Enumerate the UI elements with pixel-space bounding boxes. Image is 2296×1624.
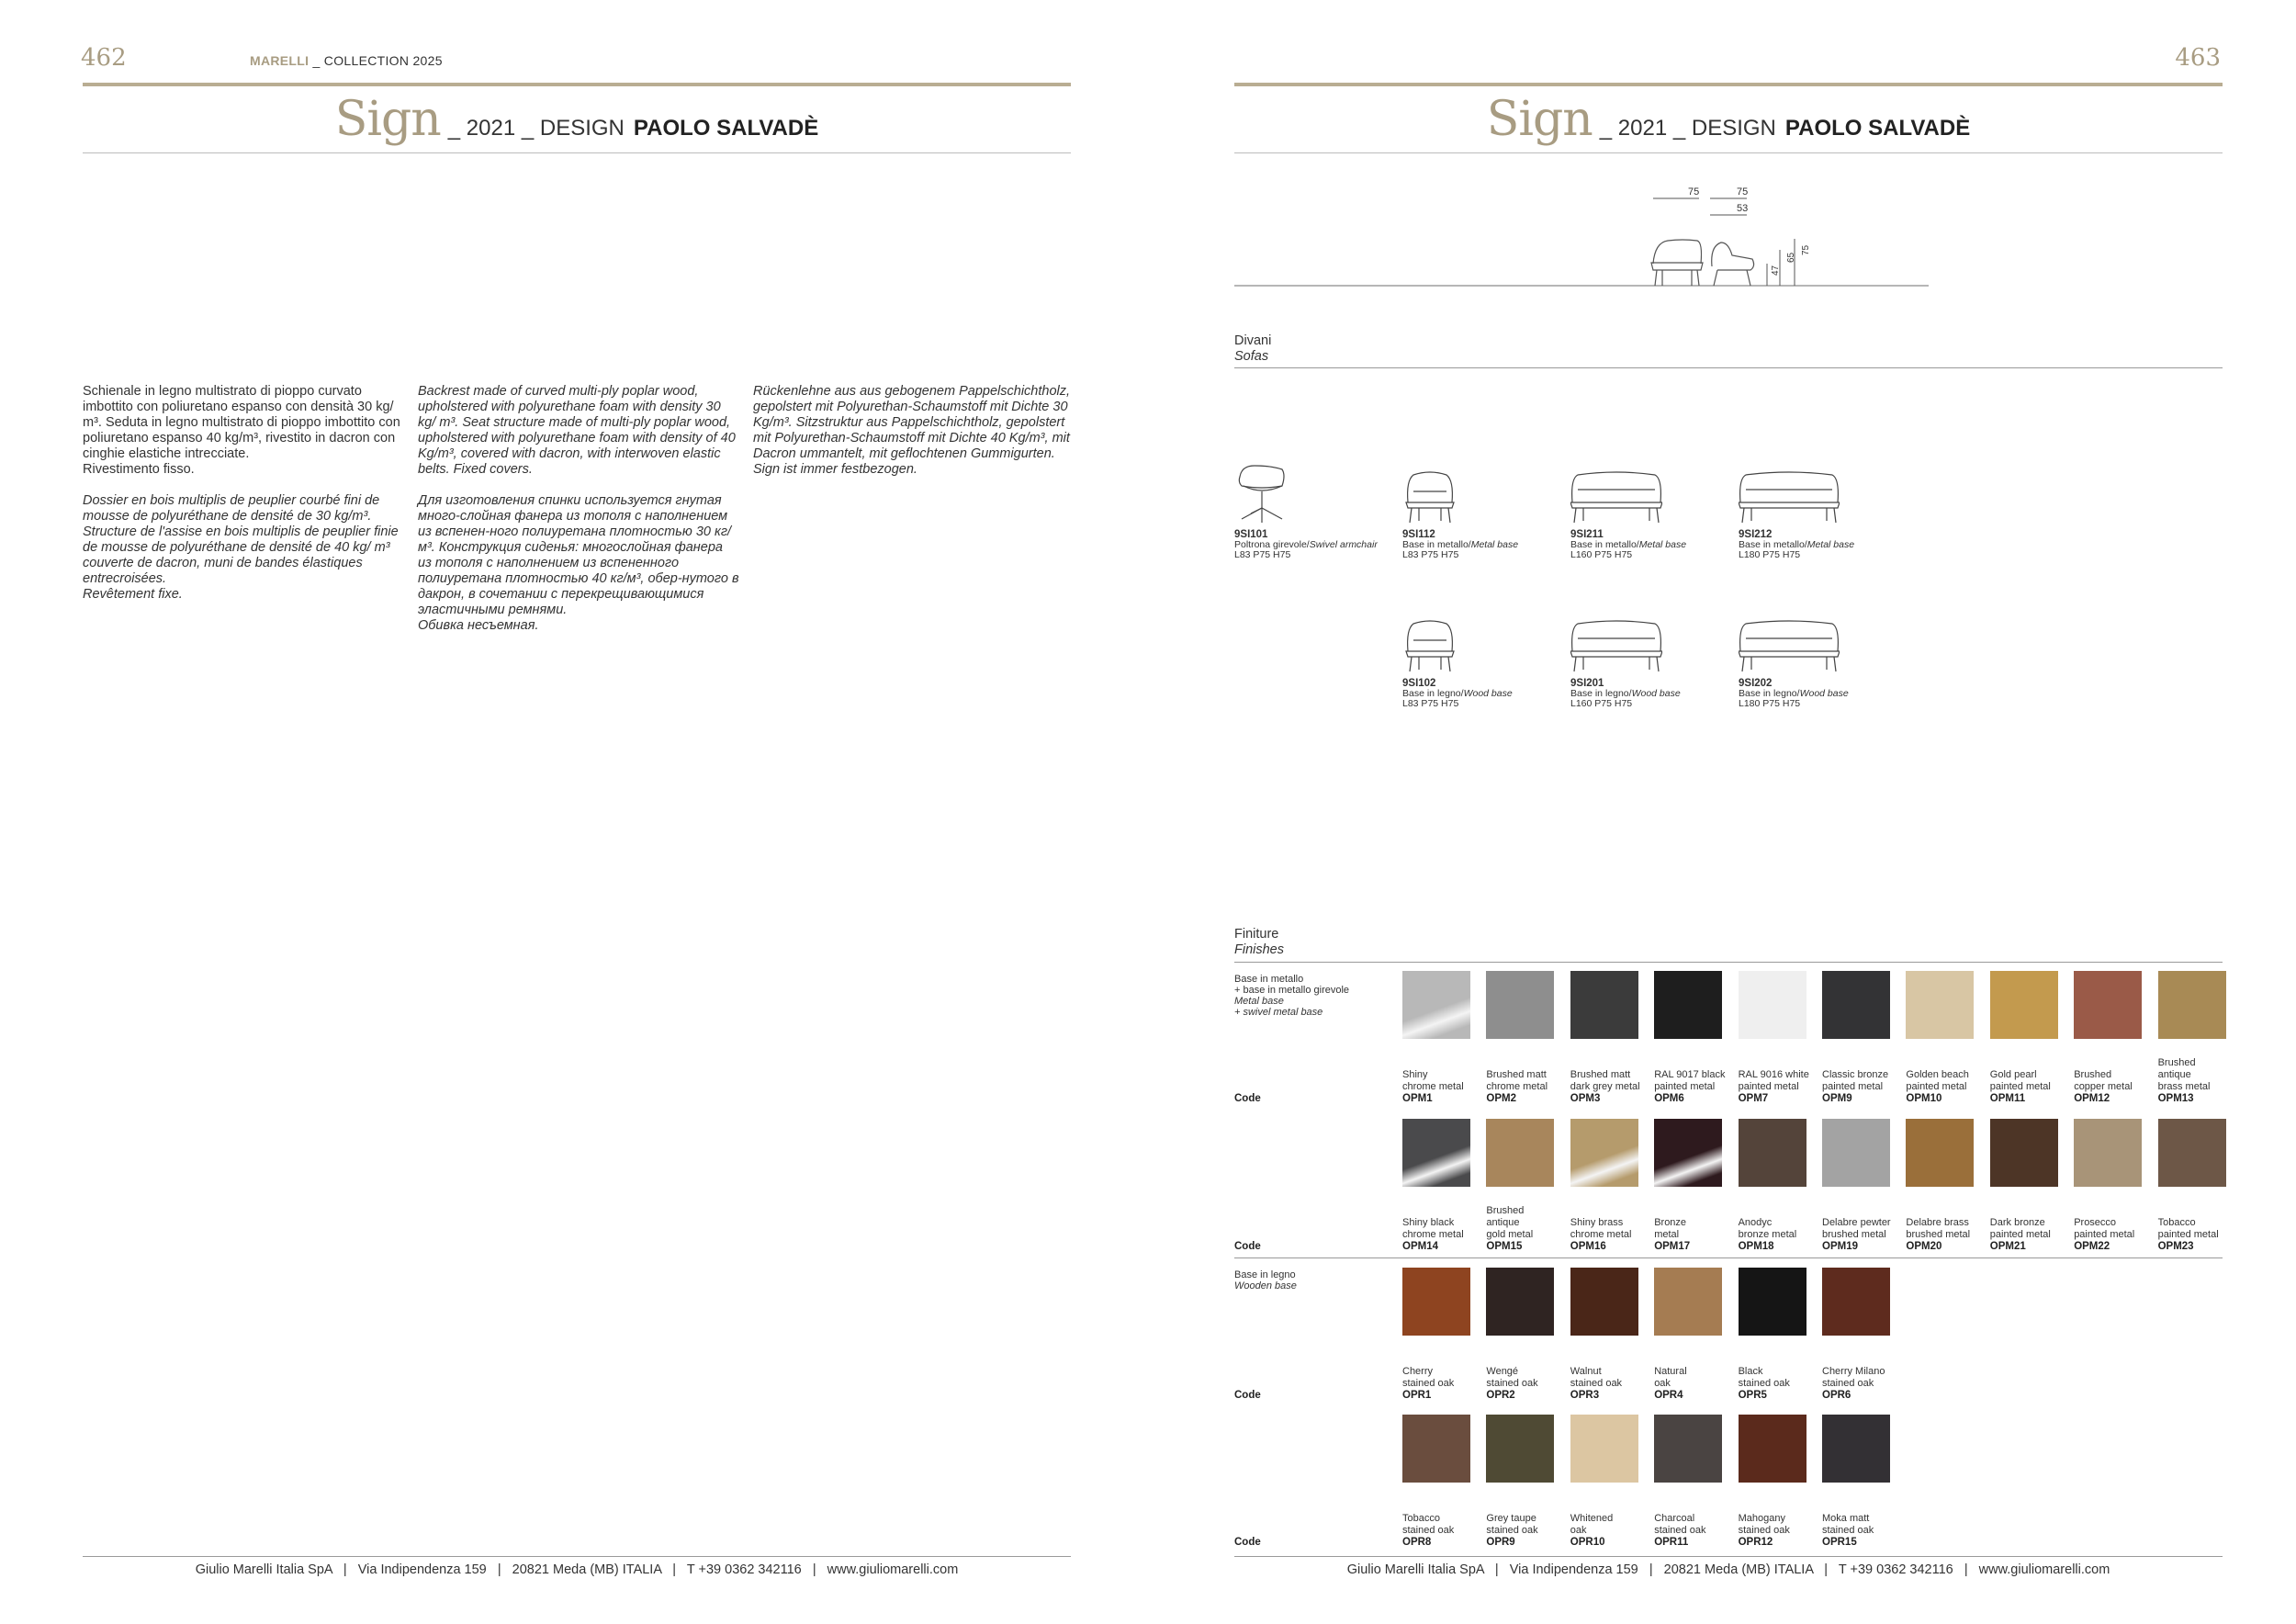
desc-french-main: Dossier en bois multiplis de peuplier courbé fini de mousse de polyuréthane de densité de 30 kg/m³. Structure de l'assise en bois multiplis de peuplier finie de mousse de polyuréthane de densité de 40 kg/ m³ couverte de dacron, muni de bandes élastiques entrecroisées. bbox=[83, 493, 399, 586]
finish-swatch-opm11[interactable] bbox=[1989, 971, 2058, 1104]
finish-name: RAL 9016 white painted metal bbox=[1738, 1069, 1809, 1092]
finish-color-chip bbox=[1654, 1268, 1722, 1336]
desc-russian-main: Для изготовления спинки используется гнутая много-слойная фанера из тополя с наполнением из вспенен-ного полиуретана плотностью 30 кг/м³. Конструкция сиденья: многослойная фанера из тополя с наполнением из вспененного полиуретана плотностью 40 кг/м³, обер-нутого в дакрон, в сочетании с перекрещивающимися эластичными ремнями. bbox=[418, 493, 739, 617]
product-code: 9SI101 bbox=[1234, 529, 1268, 540]
product-code: 9SI202 bbox=[1739, 678, 1773, 689]
finish-name: Mahogany stained oak bbox=[1738, 1513, 1790, 1536]
finish-name: Wengé stained oak bbox=[1486, 1366, 1538, 1389]
finish-color-chip bbox=[1739, 1415, 1806, 1483]
finish-color-chip bbox=[1570, 1415, 1638, 1483]
product-9si101[interactable] bbox=[1234, 464, 1390, 560]
finish-name: Gold pearl painted metal bbox=[1989, 1069, 2051, 1092]
finish-color-chip bbox=[1402, 1415, 1470, 1483]
finish-code: OPR9 bbox=[1486, 1537, 1515, 1548]
footer-rule bbox=[1234, 1556, 2223, 1557]
product-desc-en: Wood base bbox=[1799, 688, 1849, 699]
finish-swatch-opm20[interactable] bbox=[1906, 1119, 1974, 1252]
title-name: Sign bbox=[334, 92, 441, 147]
product-desc-it: Base in legno/ bbox=[1402, 688, 1464, 699]
product-dims: L160 P75 H75 bbox=[1570, 698, 1633, 709]
sofas-title-en: Sofas bbox=[1234, 349, 1269, 364]
dim-width-a: 75 bbox=[1688, 186, 1700, 197]
finish-name: Bronze metal bbox=[1654, 1217, 1687, 1240]
desc-french bbox=[83, 493, 404, 603]
finishes-title-en: Finishes bbox=[1234, 942, 1284, 957]
finish-swatch-opm7[interactable] bbox=[1738, 971, 1809, 1104]
finish-name: Black stained oak bbox=[1738, 1366, 1790, 1389]
wood-base-label bbox=[1234, 1269, 1297, 1291]
finish-color-chip bbox=[1906, 971, 1974, 1039]
code-label: Code bbox=[1234, 1241, 1261, 1252]
desc-french-cover: Revêtement fixe. bbox=[83, 587, 183, 602]
finishes-rule bbox=[1234, 962, 2223, 963]
finish-name: Anodyc bronze metal bbox=[1738, 1217, 1797, 1240]
product-code: 9SI112 bbox=[1402, 529, 1435, 540]
finish-swatch-opm2[interactable] bbox=[1486, 971, 1554, 1104]
finish-color-chip bbox=[1822, 1119, 1890, 1187]
finish-name: Shiny brass chrome metal bbox=[1570, 1217, 1632, 1240]
desc-italian-cover: Rivestimento fisso. bbox=[83, 462, 195, 477]
sofa-180-wood-drawing bbox=[1739, 613, 1840, 673]
finish-color-chip bbox=[2074, 1119, 2142, 1187]
code-label: Code bbox=[1234, 1093, 1261, 1104]
finish-color-chip bbox=[1990, 971, 2058, 1039]
finish-name: Grey taupe stained oak bbox=[1486, 1513, 1538, 1536]
footer-contact: Giulio Marelli Italia SpA | Via Indipendenza 159 | 20821 Meda (MB) ITALIA | T +39 0362 342116 | www.giuliomarelli.com bbox=[1346, 1562, 2110, 1577]
product-title bbox=[1234, 92, 2223, 149]
collection-name: _ COLLECTION 2025 bbox=[312, 53, 443, 68]
finish-swatch-opm9[interactable] bbox=[1822, 971, 1890, 1104]
product-title bbox=[83, 92, 1071, 149]
finish-code: OPM17 bbox=[1654, 1241, 1691, 1252]
title-designer: PAOLO SALVADÈ bbox=[633, 116, 819, 141]
finish-swatch-opm14[interactable] bbox=[1402, 1119, 1470, 1252]
finish-swatch-opr3[interactable] bbox=[1570, 1268, 1638, 1401]
finish-name: Moka matt stained oak bbox=[1822, 1513, 1874, 1536]
finish-code: OPM6 bbox=[1654, 1093, 1684, 1104]
finish-code: OPR2 bbox=[1486, 1390, 1515, 1401]
finish-color-chip bbox=[1402, 971, 1470, 1039]
desc-column-1 bbox=[83, 384, 404, 618]
finish-color-chip bbox=[1654, 1415, 1722, 1483]
finish-swatch-opr8[interactable] bbox=[1402, 1415, 1470, 1548]
finish-swatch-opm13[interactable] bbox=[2157, 971, 2226, 1104]
product-9si102[interactable] bbox=[1402, 613, 1559, 709]
finishes-title-it: Finiture bbox=[1234, 927, 1279, 942]
finish-swatch-opm6[interactable] bbox=[1654, 971, 1726, 1104]
dim-depth: 53 bbox=[1737, 203, 1749, 214]
finish-swatch-opr10[interactable] bbox=[1570, 1415, 1638, 1548]
finish-code: OPR8 bbox=[1402, 1537, 1432, 1548]
product-desc-it: Base in metallo/ bbox=[1570, 539, 1639, 550]
finish-name: Tobacco painted metal bbox=[2157, 1217, 2219, 1240]
finish-name: Walnut stained oak bbox=[1570, 1366, 1623, 1389]
finish-swatch-opm17[interactable] bbox=[1654, 1119, 1722, 1252]
finish-swatch-opm18[interactable] bbox=[1738, 1119, 1806, 1252]
finish-code: OPM12 bbox=[2074, 1093, 2110, 1104]
finish-name: Brushed matt dark grey metal bbox=[1570, 1069, 1640, 1092]
finish-name: Delabre pewter brushed metal bbox=[1822, 1217, 1891, 1240]
finish-swatch-opr15[interactable] bbox=[1822, 1415, 1890, 1548]
finish-code: OPM23 bbox=[2157, 1241, 2194, 1252]
product-desc-it: Base in legno/ bbox=[1739, 688, 1800, 699]
finish-color-chip bbox=[1990, 1119, 2058, 1187]
finish-name: Tobacco stained oak bbox=[1402, 1513, 1455, 1536]
title-rule bbox=[83, 152, 1071, 153]
finish-color-chip bbox=[1570, 1119, 1638, 1187]
wood-base-label-it: Base in legno bbox=[1234, 1269, 1296, 1280]
finish-name: Shiny chrome metal bbox=[1402, 1069, 1464, 1092]
finishes-section-title bbox=[1234, 927, 1284, 958]
finish-swatch-opm19[interactable] bbox=[1822, 1119, 1891, 1252]
finish-color-chip bbox=[1822, 1415, 1890, 1483]
finish-color-chip bbox=[1402, 1268, 1470, 1336]
finish-code: OPM18 bbox=[1738, 1241, 1774, 1252]
finish-color-chip bbox=[1402, 1119, 1470, 1187]
desc-column-2 bbox=[418, 384, 739, 649]
finish-name: Brushed matt chrome metal bbox=[1486, 1069, 1548, 1092]
product-desc-en: Swivel armchair bbox=[1309, 539, 1378, 550]
finish-color-chip bbox=[1822, 1268, 1890, 1336]
desc-italian-main: Schienale in legno multistrato di pioppo curvato imbottito con poliuretano espanso con densità 30 kg/ m³. Seduta in legno multistrato di pioppo imbottito con poliuretano espanso 40 kg/m³, rivestito in dacron con cinghie elastiche intrecciate. bbox=[83, 384, 400, 461]
armchair-metal-drawing bbox=[1402, 464, 1458, 524]
finish-name: Delabre brass brushed metal bbox=[1906, 1217, 1971, 1240]
finish-swatch-opr4[interactable] bbox=[1654, 1268, 1722, 1401]
top-rule bbox=[1234, 83, 2223, 86]
chair-front-drawing bbox=[1651, 240, 1703, 286]
finish-name: Charcoal stained oak bbox=[1654, 1513, 1706, 1536]
finish-swatch-opr2[interactable] bbox=[1486, 1268, 1554, 1401]
product-desc-it: Poltrona girevole/ bbox=[1234, 539, 1310, 550]
top-rule bbox=[83, 83, 1071, 86]
product-9si201[interactable] bbox=[1570, 613, 1727, 709]
product-code: 9SI211 bbox=[1570, 529, 1604, 540]
desc-russian-cover: Обивка несъемная. bbox=[418, 618, 539, 633]
finish-code: OPR6 bbox=[1822, 1390, 1851, 1401]
product-dims: L83 P75 H75 bbox=[1402, 698, 1459, 709]
finish-code: OPR15 bbox=[1822, 1537, 1857, 1548]
swivel-armchair-drawing bbox=[1234, 464, 1289, 524]
finish-code: OPM16 bbox=[1570, 1241, 1606, 1252]
brand-name: MARELLI bbox=[250, 53, 310, 68]
desc-italian bbox=[83, 384, 404, 478]
finish-name: Cherry Milano stained oak bbox=[1822, 1366, 1885, 1389]
sofas-title-it: Divani bbox=[1234, 333, 1272, 348]
finish-swatch-opm12[interactable] bbox=[2074, 971, 2142, 1104]
product-code: 9SI212 bbox=[1739, 529, 1773, 540]
finish-code: OPR1 bbox=[1402, 1390, 1432, 1401]
sofa-180-metal-drawing bbox=[1739, 464, 1840, 524]
footer-rule bbox=[83, 1556, 1071, 1557]
title-rule bbox=[1234, 152, 2223, 153]
finish-code: OPM14 bbox=[1402, 1241, 1438, 1252]
sofas-rule bbox=[1234, 367, 2223, 368]
desc-russian bbox=[418, 493, 739, 634]
dim-total-height: 75 bbox=[1801, 244, 1811, 255]
product-code: 9SI201 bbox=[1570, 678, 1604, 689]
dim-width-b: 75 bbox=[1737, 186, 1749, 197]
finish-swatch-opr6[interactable] bbox=[1822, 1268, 1890, 1401]
finish-swatch-opm22[interactable] bbox=[2074, 1119, 2142, 1252]
finish-code: OPR4 bbox=[1654, 1390, 1683, 1401]
product-desc-it: Base in legno/ bbox=[1570, 688, 1632, 699]
product-desc-en: Wood base bbox=[1463, 688, 1513, 699]
finish-color-chip bbox=[1739, 1119, 1806, 1187]
finish-name: Cherry stained oak bbox=[1402, 1366, 1455, 1389]
metal-base-label-it-2: + base in metallo girevole bbox=[1234, 985, 1350, 996]
product-dims: L83 P75 H75 bbox=[1234, 549, 1291, 560]
finish-swatch-opm15[interactable] bbox=[1486, 1119, 1554, 1252]
title-name: Sign bbox=[1486, 92, 1593, 147]
finish-code: OPM19 bbox=[1822, 1241, 1858, 1252]
finish-name: Prosecco painted metal bbox=[2074, 1217, 2135, 1240]
finish-name: Brushed antique gold metal bbox=[1486, 1205, 1534, 1240]
armchair-wood-drawing bbox=[1402, 613, 1458, 673]
finish-name: Natural oak bbox=[1654, 1366, 1687, 1389]
finish-color-chip bbox=[2158, 1119, 2226, 1187]
product-desc-it: Base in metallo/ bbox=[1402, 539, 1471, 550]
finish-code: OPM2 bbox=[1486, 1093, 1516, 1104]
finish-color-chip bbox=[1739, 1268, 1806, 1336]
product-desc-en: Metal base bbox=[1638, 539, 1687, 550]
finish-code: OPM15 bbox=[1486, 1241, 1523, 1252]
finish-color-chip bbox=[1654, 971, 1722, 1039]
finish-name: Shiny black chrome metal bbox=[1402, 1217, 1464, 1240]
code-label: Code bbox=[1234, 1537, 1261, 1548]
product-desc-en: Metal base bbox=[1470, 539, 1519, 550]
product-9si202[interactable] bbox=[1739, 613, 1895, 709]
finish-swatch-opr11[interactable] bbox=[1654, 1415, 1722, 1548]
finish-color-chip bbox=[1486, 1268, 1554, 1336]
collection-label bbox=[250, 53, 443, 68]
dimension-drawing bbox=[1231, 175, 1929, 294]
dim-seat-height: 47 bbox=[1771, 265, 1781, 276]
finish-name: RAL 9017 black painted metal bbox=[1654, 1069, 1726, 1092]
finish-code: OPR12 bbox=[1738, 1537, 1773, 1548]
metal-base-label-en-1: Metal base bbox=[1234, 996, 1284, 1007]
finish-swatch-opm16[interactable] bbox=[1570, 1119, 1638, 1252]
finish-code: OPM20 bbox=[1906, 1241, 1942, 1252]
finish-color-chip bbox=[1570, 1268, 1638, 1336]
finish-swatch-opr12[interactable] bbox=[1738, 1415, 1806, 1548]
finish-code: OPR3 bbox=[1570, 1390, 1600, 1401]
finish-swatch-opr9[interactable] bbox=[1486, 1415, 1554, 1548]
product-9si112[interactable] bbox=[1402, 464, 1559, 560]
finish-swatch-opm3[interactable] bbox=[1570, 971, 1640, 1104]
finish-code: OPR10 bbox=[1570, 1537, 1605, 1548]
finish-color-chip bbox=[1906, 1119, 1974, 1187]
product-9si212[interactable] bbox=[1739, 464, 1895, 560]
page-number: 462 bbox=[81, 44, 127, 72]
finish-color-chip bbox=[1822, 971, 1890, 1039]
page-number: 463 bbox=[2175, 44, 2221, 72]
finish-code: OPM21 bbox=[1989, 1241, 2026, 1252]
code-label: Code bbox=[1234, 1390, 1261, 1401]
product-code: 9SI102 bbox=[1402, 678, 1436, 689]
finish-swatch-opr1[interactable] bbox=[1402, 1268, 1470, 1401]
finish-code: OPM11 bbox=[1989, 1093, 2026, 1104]
finish-color-chip bbox=[2158, 971, 2226, 1039]
metal-base-label bbox=[1234, 974, 1349, 1018]
dim-arm-height: 65 bbox=[1786, 252, 1796, 263]
title-year-design: _ 2021 _ DESIGN bbox=[1599, 116, 1776, 141]
product-dims: L180 P75 H75 bbox=[1739, 698, 1801, 709]
product-dims: L83 P75 H75 bbox=[1402, 549, 1459, 560]
finish-name: Whitened oak bbox=[1570, 1513, 1614, 1536]
finish-color-chip bbox=[1739, 971, 1806, 1039]
finish-swatch-opm23[interactable] bbox=[2157, 1119, 2226, 1252]
finish-swatch-opm1[interactable] bbox=[1402, 971, 1470, 1104]
finish-swatch-opm21[interactable] bbox=[1989, 1119, 2058, 1252]
finish-name: Brushed copper metal bbox=[2074, 1069, 2133, 1092]
chair-side-drawing bbox=[1712, 242, 1754, 286]
finish-swatch-opm10[interactable] bbox=[1906, 971, 1974, 1104]
metal-base-label-it-1: Base in metallo bbox=[1234, 974, 1304, 985]
desc-german: Rückenlehne aus aus gebogenem Pappelschichtholz, gepolstert mit Polyurethan-Schaumstoff mit Dichte 30 Kg/m³. Sitzstruktur aus Pappelschichtholz, gepolstert mit Polyurethan-Schaumstoff mit Dichte 40 Kg/m³, mit Dacron ummantelt, mit geflochtenen Gummigurten. Sign ist immer festbezogen. bbox=[753, 384, 1071, 477]
product-desc-en: Wood base bbox=[1631, 688, 1681, 699]
finish-code: OPM13 bbox=[2157, 1093, 2194, 1104]
finish-code: OPM7 bbox=[1738, 1093, 1769, 1104]
finish-code: OPM22 bbox=[2074, 1241, 2110, 1252]
wood-base-label-en: Wooden base bbox=[1234, 1280, 1297, 1291]
finish-name: Classic bronze painted metal bbox=[1822, 1069, 1889, 1092]
finish-code: OPM3 bbox=[1570, 1093, 1601, 1104]
finish-color-chip bbox=[1486, 971, 1554, 1039]
sofa-160-metal-drawing bbox=[1570, 464, 1662, 524]
title-year-design: _ 2021 _ DESIGN bbox=[447, 116, 625, 141]
finish-code: OPM1 bbox=[1402, 1093, 1433, 1104]
sofa-160-wood-drawing bbox=[1570, 613, 1662, 673]
finish-color-chip bbox=[2074, 971, 2142, 1039]
finish-color-chip bbox=[1570, 971, 1638, 1039]
finish-name: Golden beach painted metal bbox=[1906, 1069, 1969, 1092]
finish-name: Dark bronze painted metal bbox=[1989, 1217, 2051, 1240]
product-dims: L160 P75 H75 bbox=[1570, 549, 1633, 560]
finish-code: OPR11 bbox=[1654, 1537, 1689, 1548]
finish-code: OPM9 bbox=[1822, 1093, 1852, 1104]
product-dims: L180 P75 H75 bbox=[1739, 549, 1801, 560]
wood-section-rule bbox=[1234, 1257, 2223, 1258]
desc-english: Backrest made of curved multi-ply poplar wood, upholstered with polyurethane foam with density 30 kg/ m³. Seat structure made of multi-ply poplar wood, upholstered with polyurethane foam with density of 40 Kg/m³, covered with dacron, with interwoven elastic belts. Fixed covers. bbox=[418, 384, 736, 477]
desc-column-3 bbox=[753, 384, 1075, 493]
finish-name: Brushed antique brass metal bbox=[2157, 1057, 2211, 1092]
product-9si211[interactable] bbox=[1570, 464, 1727, 560]
metal-base-label-en-2: + swivel metal base bbox=[1234, 1007, 1323, 1018]
footer-contact: Giulio Marelli Italia SpA | Via Indipendenza 159 | 20821 Meda (MB) ITALIA | T +39 0362 342116 | www.giuliomarelli.com bbox=[195, 1562, 959, 1577]
finish-color-chip bbox=[1486, 1415, 1554, 1483]
finish-code: OPM10 bbox=[1906, 1093, 1942, 1104]
title-designer: PAOLO SALVADÈ bbox=[1784, 116, 1971, 141]
finish-color-chip bbox=[1486, 1119, 1554, 1187]
product-desc-it: Base in metallo/ bbox=[1739, 539, 1807, 550]
finish-swatch-opr5[interactable] bbox=[1738, 1268, 1806, 1401]
product-desc-en: Metal base bbox=[1806, 539, 1855, 550]
sofas-section-title bbox=[1234, 333, 1271, 365]
finish-color-chip bbox=[1654, 1119, 1722, 1187]
finish-code: OPR5 bbox=[1738, 1390, 1767, 1401]
